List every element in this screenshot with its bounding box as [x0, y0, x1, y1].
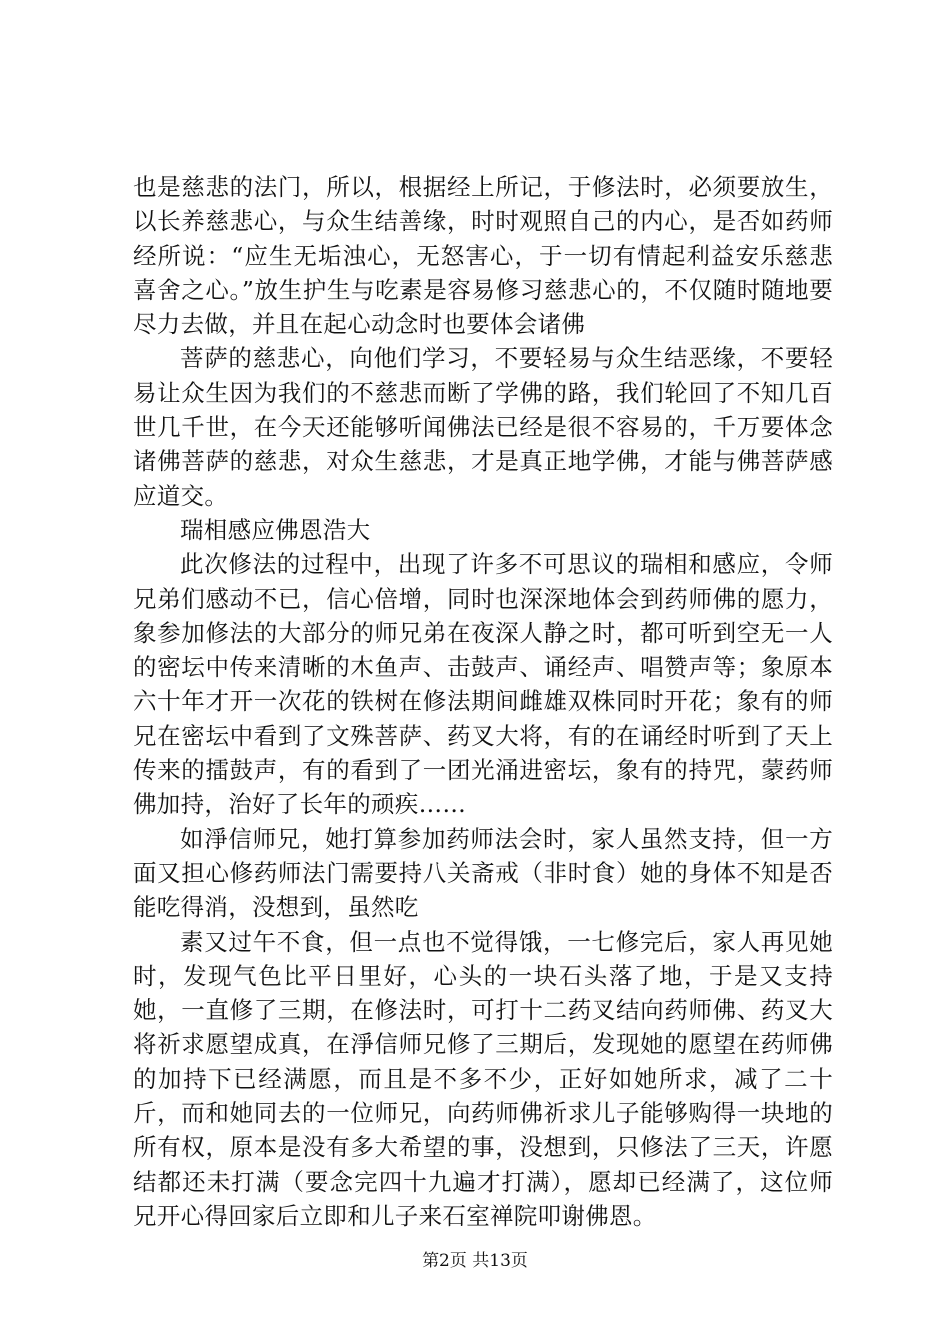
document-body	[133, 170, 833, 1233]
section-heading: 瑞相感应佛恩浩大	[180, 515, 371, 544]
paragraph-1: 也是慈悲的法门，所以，根据经上所记，于修法时，必须要放生，以长养慈悲心，与众生结善缘，时时观照自己的内心，是否如药师经所说：“应生无垢浊心，无怒害心，于一切有情起利益安乐慈悲喜舍之心。”放生护生与吃素是容易修习慈悲心的，不仅随时随地要尽力去做，并且在起心动念时也要体会诸佛	[133, 173, 833, 339]
page-footer	[0, 1250, 950, 1272]
paragraph-4: 如淨信师兄，她打算参加药师法会时，家人虽然支持，但一方面又担心修药师法门需要持八关斋戒（非时食）她的身体不知是否能吃得消，没想到，虽然吃	[133, 824, 833, 922]
page-number-label: 第2页 共13页	[422, 1251, 528, 1271]
paragraph-2: 菩萨的慈悲心，向他们学习，不要轻易与众生结恶缘，不要轻易让众生因为我们的不慈悲而断了学佛的路，我们轮回了不知几百世几千世，在今天还能够听闻佛法已经是很不容易的，千万要体念诸佛菩萨的慈悲，对众生慈悲，才是真正地学佛，才能与佛菩萨感应道交。	[133, 344, 833, 510]
paragraph-5: 素又过午不食，但一点也不觉得饿，一七修完后，家人再见她时，发现气色比平日里好，心头的一块石头落了地，于是又支持她，一直修了三期，在修法时，可打十二药叉结向药师佛、药叉大将祈求愿望成真，在淨信师兄修了三期后，发现她的愿望在药师佛的加持下已经满愿，而且是不多不少，正好如她所求，减了二十斤，而和她同去的一位师兄，向药师佛祈求儿子能够购得一块地的所有权，原本是没有多大希望的事，没想到，只修法了三天，许愿结都还未打满（要念完四十九遍才打满），愿却已经满了，这位师兄开心得回家后立即和儿子来石室禅院叩谢佛恩。	[133, 927, 833, 1230]
paragraph-3: 此次修法的过程中，出现了许多不可思议的瑞相和感应，令师兄弟们感动不已，信心倍增，同时也深深地体会到药师佛的愿力，象参加修法的大部分的师兄弟在夜深人静之时，都可听到空无一人的密坛中传来清晰的木鱼声、击鼓声、诵经声、唱赞声等；象原本六十年才开一次花的铁树在修法期间雌雄双株同时开花；象有的师兄在密坛中看到了文殊菩萨、药叉大将，有的在诵经时听到了天上传来的擂鼓声，有的看到了一团光涌进密坛，象有的持咒，蒙药师佛加持，治好了长年的顽疾……	[133, 550, 833, 819]
